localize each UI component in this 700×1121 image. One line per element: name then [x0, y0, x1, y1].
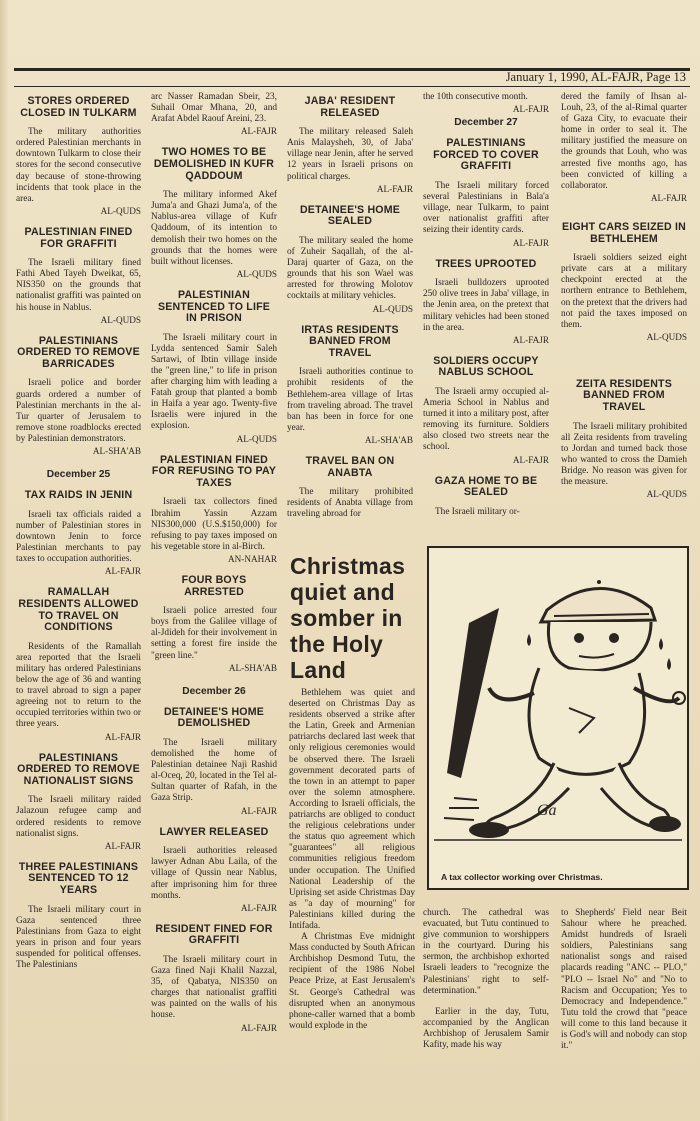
article-body: Israeli tax officials raided a number of Palestinian stores in downtown Jenin to force Palestinian merchants to pay taxes to occupation authorities.	[16, 509, 141, 565]
headline: JABA' RESIDENT RELEASED	[304, 95, 396, 119]
source-credit: AL-FAJR	[240, 1022, 277, 1033]
source-credit: AL-FAJR	[512, 104, 549, 115]
article-body: The military authorities ordered Palestinian merchants in downtown Tulkarm to close their stores for the second consecutive day because of stone-throwing incidents that took place in the area.	[16, 127, 141, 204]
source-credit: AL-QUDS	[646, 489, 687, 500]
article-body: the 10th consecutive month.	[423, 92, 528, 102]
column-5	[561, 92, 687, 500]
date-heading: December 25	[46, 469, 111, 481]
article-body: Israeli authorities continue to prohibit residents of the Bethlehem-area village of Irtas from traveling abroad. The travel ban has been in force for one year.	[287, 367, 413, 433]
headline: EIGHT CARS SEIZED IN BETHLEHEM	[561, 220, 687, 245]
page-header: January 1, 1990, AL-FAJR, Page 13	[505, 70, 686, 84]
article-body: The Israeli military court in Lydda sentenced Samir Saleh Sartawi, of Ibtin village inside the "green line," to life in prison after charging him with leading a Fatah group that planted a bomb in Haifa a year ago. Twenty-five Israelis were injured in the explosion.	[151, 332, 277, 432]
feature-continued-2	[561, 908, 687, 1052]
article-body: Israeli police and border guards ordered a number of Palestinian merchants in the al-Tur quarter of Jerusalem to remove stone roadblocks erected by Palestinian demonstrators.	[16, 378, 141, 444]
header-rule	[14, 86, 690, 87]
source-credit: AL-SHA'AB	[92, 446, 141, 457]
source-credit: AL-QUDS	[236, 433, 277, 444]
artist-signature: Ga	[537, 802, 557, 819]
source-credit: AL-QUDS	[100, 205, 141, 216]
article-body: to Shepherds' Field near Beit Sahour where he preached. Amidst hundreds of Israeli soldiers, Palestinians sang nationalist songs and raised placards reading "ANC -- PLO," "PLO -- Israel No" and "No to Racism and Occupation; Yes to Democracy and Independence." Tutu told the crowd that "peace will come to this land because it is God's will and nobody can stop it."	[561, 908, 687, 1052]
source-credit: AL-FAJR	[512, 334, 549, 345]
headline: LAWYER RELEASED	[159, 825, 269, 838]
article-body: The Israeli military forced several Palestinians in Bala'a village, near Tulkarm, to paint over nationalist graffiti after seizing their identity cards.	[423, 181, 549, 236]
date-heading: December 26	[182, 685, 246, 697]
headline: RAMALLAH RESIDENTS ALLOWED TO TRAVEL ON CONDITIONS	[18, 586, 139, 634]
page-edge	[0, 0, 8, 1121]
article-body: The Israeli army occupied al-Ameria School in Nablus and turned it into a military post, after removing its furniture. Soldiers also closed two streets near the school.	[423, 386, 549, 453]
source-credit: AL-FAJR	[104, 731, 141, 742]
headline: PALESTINIANS FORCED TO COVER GRAFFITI	[433, 137, 539, 173]
article-body: Israeli police arrested four boys from the Galilee village of al-Jdideh for their involvement in setting a forest fire inside the "green line."	[151, 606, 277, 661]
source-credit: AL-FAJR	[512, 237, 549, 248]
feature-title: Christmas quiet and somber in the Holy Land	[290, 553, 406, 683]
source-credit: AL-QUDS	[100, 314, 141, 325]
article-body: The Israeli military raided Jalazoun refugee camp and ordered residents to remove nationalist signs.	[16, 795, 141, 839]
source-credit: AL-QUDS	[236, 268, 277, 279]
article-body: Israeli authorities released lawyer Adnan Abu Laila, of the village of Qussin near Nablus, after imprisoning him for three months.	[151, 846, 277, 901]
article-body: arc Nasser Ramadan Sbeir, 23, Suhail Omar Mhana, 20, and Arafat Abdel Raouf Areini, 23.	[151, 92, 277, 125]
headline: SOLDIERS OCCUPY NABLUS SCHOOL	[433, 354, 539, 379]
helmet-icon	[541, 588, 655, 622]
article-body: The military released Saleh Anis Malaysheh, 30, of Jaba' village near Jenin, after he served 12 years in Israeli prisons on political charges.	[287, 127, 413, 182]
article-body: Bethlehem was quiet and deserted on Christmas Day as residents observed a strike after the Latin, Greek and Armenian patriarchs declared last week that only religious ceremonies would be observed there. The Israeli government decorated parts of the town in an attempt to paper over the solemn atmosphere. According to Israeli officials, the patriarchs are obliged to conduct the religious celebrations under the status quo agreement which "guarantees" all religious communities religious freedom under occupation. The Unified National Leadership of the Uprising set aside Christmas Day as "a day of mourning" for Palestinians killed during the Intifada.	[289, 688, 415, 931]
headline: PALESTINIANS ORDERED TO REMOVE BARRICADES	[17, 334, 140, 370]
article-body: The Israeli military court in Gaza fined Naji Khalil Nazzal, 35, of Qabatya, NIS350 on charges that nationalist graffiti was painted on the walls of his house.	[151, 955, 277, 1021]
source-credit: AL-FAJR	[240, 126, 277, 137]
article-body: Israeli tax collectors fined Ibrahim Yassin Azzam NIS300,000 (U.S.$150,000) for refusing to pay taxes imposed on his vegetable store in al-Birch.	[151, 497, 277, 552]
soldier-body	[529, 668, 645, 774]
article-body: Israeli soldiers seized eight private cars at a military checkpoint erected at the northern entrance to Bethlehem, on the pretext that the drivers had not paid the taxes imposed on them.	[561, 253, 687, 330]
article-body: church. The cathedral was evacuated, but Tutu continued to give communion to worshippers in the courtyard. During his sermon, the archbishop exhorted Israeli leaders to "recognize the Palestinians' right to self-determination."	[423, 908, 549, 996]
cartoon-illustration	[429, 548, 687, 888]
headline: STORES ORDERED CLOSED IN TULKARM	[20, 95, 137, 119]
feature-continued-1	[423, 908, 549, 1051]
column-2	[151, 92, 277, 1034]
article-body: Israeli bulldozers uprooted 250 olive trees in Jaba' village, in the Jenin area, on the pretext that military vehicles had been stoned in the area.	[423, 278, 549, 333]
article-body: A Christmas Eve midnight Mass conducted by South African Archbishop Desmond Tutu, the recipient of the 1986 Nobel Peace Prize, at East Jerusalem's St. George's Cathedral was disrupted when an anonymous phone-caller warned that a bomb would explode in the	[289, 932, 416, 1031]
feature-body	[289, 688, 415, 1032]
source-credit: AL-FAJR	[104, 840, 141, 851]
article-body: The military informed Akef Juma'a and Ghazi Juma'a, of the Nablus-area village of Kufr Qaddoum, of its intention to demolish their two homes on the grounds that the homes were built without licenses.	[151, 190, 277, 267]
headline: TAX RAIDS IN JENIN	[24, 489, 133, 502]
headline: THREE PALESTINIANS SENTENCED TO 12 YEARS	[18, 860, 139, 897]
cartoon-caption: A tax collector working over Christmas.	[441, 872, 603, 882]
article-body: The Israeli military prohibited all Zeita residents from traveling to Jordan and turned back those who wanted to cross the Damieh Bridge. No reason was given for the measure.	[561, 421, 687, 488]
headline: IRTAS RESIDENTS BANNED FROM TRAVEL	[301, 323, 399, 359]
source-credit: AL-QUDS	[646, 331, 687, 342]
article-body: The Israeli military fined Fathi Abed Tayeh Dweikat, 65, NIS350 on the grounds that nationalist graffiti was painted on his house in Nablus.	[16, 258, 141, 313]
headline: TREES UPROOTED	[435, 257, 537, 270]
source-credit: AL-SHA'AB	[364, 434, 413, 445]
article-body: Earlier in the day, Tutu, accompanied by the Anglican Archbishop of Jerusalem Samir Kafity, made his way	[423, 1006, 549, 1051]
column-1	[16, 92, 141, 971]
source-credit: AL-SHA'AB	[228, 662, 277, 673]
column-3	[287, 92, 413, 521]
headline: GAZA HOME TO BE SEALED	[434, 474, 538, 499]
headline: PALESTINIANS ORDERED TO REMOVE NATIONALIST SIGNS	[17, 751, 140, 787]
column-4	[423, 92, 549, 518]
article-body: The Israeli military or-	[435, 506, 520, 517]
source-credit: AL-FAJR	[240, 805, 277, 816]
source-credit: AL-QUDS	[372, 303, 413, 314]
headline: RESIDENT FINED FOR GRAFFITI	[155, 922, 273, 947]
source-credit: AN-NAHAR	[228, 553, 277, 564]
headline: PALESTINIAN FINED FOR REFUSING TO PAY TAXES	[151, 453, 277, 489]
headline: PALESTINIAN SENTENCED TO LIFE IN PRISON	[157, 288, 271, 325]
article-body: The military sealed the home of Zuheir Saqallah, of the al-Daraj quarter of Gaza, on the grounds that his son Wael was arrested for throwing Molotov cocktails at military vehicles.	[287, 235, 413, 302]
article-body: The Israeli military demolished the home of Palestinian detainee Naji Rashid al-Oceq, 20, located in the Tel al-Sultan quarter of Rafah, in the Gaza Strip.	[151, 738, 277, 804]
source-credit: AL-FAJR	[650, 192, 687, 203]
article-body: The Israeli military court in Gaza sentenced three Palestinians from Gaza to eight years in prison and four years suspended for political offenses. The Palestinians	[16, 904, 141, 971]
headline: FOUR BOYS ARRESTED	[181, 573, 247, 598]
source-credit: AL-FAJR	[512, 454, 549, 465]
headline: TWO HOMES TO BE DEMOLISHED IN KUFR QADDOUM	[153, 146, 275, 182]
date-heading: December 27	[454, 117, 518, 129]
article-body: Residents of the Ramallah area reported that the Israeli military has ordered Palestinians below the age of 36 and wanting to travel abroad to sign a paper agreeing not to return to the occupied territories within two or three years.	[16, 641, 141, 730]
source-credit: AL-FAJR	[376, 183, 413, 194]
cartoon-box	[427, 546, 689, 890]
headline: TRAVEL BAN ON ANABTA	[305, 455, 395, 479]
article-body: The military prohibited residents of Anabta village from traveling abroad for	[287, 487, 413, 520]
headline: DETAINEE'S HOME DEMOLISHED	[163, 705, 265, 730]
source-credit: AL-FAJR	[104, 566, 141, 577]
article-body: dered the family of Ihsan al-Louh, 23, of the al-Rimal quarter of Gaza City, to evacuate their home in order to seal it. The military justified the measure on the grounds that Louh, who was arrested five months ago, has been convicted of killing a collaborator.	[561, 92, 687, 191]
headline: DETAINEE'S HOME SEALED	[299, 203, 401, 228]
headline: ZEITA RESIDENTS BANNED FROM TRAVEL	[576, 377, 672, 414]
source-credit: AL-FAJR	[240, 902, 277, 913]
headline: PALESTINIAN FINED FOR GRAFFITI	[24, 225, 133, 250]
